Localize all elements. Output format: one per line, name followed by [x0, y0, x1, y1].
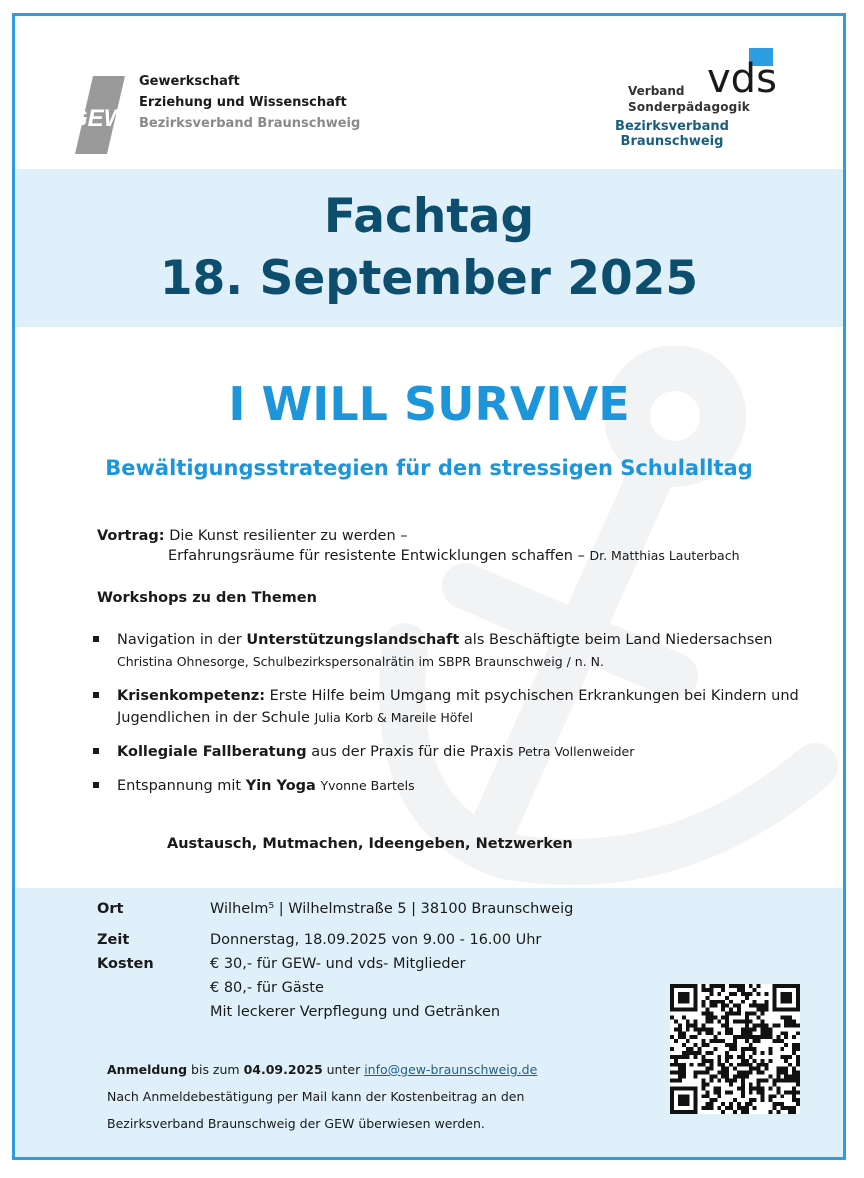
workshop-text: aus der Praxis für die Praxis: [306, 744, 514, 760]
zeit-label: Zeit: [97, 932, 130, 948]
kosten-value-3: Mit leckerer Verpflegung und Getränken: [210, 1004, 501, 1020]
bullet-icon: [93, 748, 99, 754]
vortrag-line-2: Erfahrungsräume für resistente Entwicklungen schaffen –: [168, 548, 585, 564]
zeit-value: Donnerstag, 18.09.2025 von 9.00 - 16.00 Uhr: [210, 932, 542, 948]
anmeldung-line-3: Bezirksverband Braunschweig der GEW überwiesen werden.: [107, 1116, 485, 1131]
list-item: [93, 629, 813, 673]
email-link[interactable]: info@gew-braunschweig.de: [364, 1062, 538, 1077]
anmeldung-label: Anmeldung: [107, 1062, 188, 1077]
tagline: Austausch, Mutmachen, Ideengeben, Netzwerken: [167, 836, 573, 852]
flyer-frame: [12, 13, 846, 1160]
vds-logo-icon: [707, 48, 781, 98]
vds-logo-block: [565, 48, 805, 149]
vds-logo-text: vds: [707, 56, 777, 98]
main-title: I WILL SURVIVE: [228, 377, 630, 431]
title-line-1: Fachtag: [323, 189, 535, 244]
gew-line-1: Gewerkschaft: [139, 74, 240, 89]
gew-header-text: [139, 71, 360, 134]
workshop-bold: Yin Yoga: [245, 778, 316, 794]
anmeldung-date: 04.09.2025: [243, 1062, 323, 1077]
workshop-list: [93, 629, 813, 809]
subtitle: Bewältigungsstrategien für den stressigen Schulalltag: [105, 456, 753, 480]
workshop-speaker: Yvonne Bartels: [320, 778, 415, 793]
vortrag-block: [97, 526, 740, 566]
gew-line-2: Erziehung und Wissenschaft: [139, 95, 347, 110]
workshop-text: Navigation in der: [117, 632, 247, 648]
bullet-icon: [93, 782, 99, 788]
gew-logo-text: GEW: [69, 105, 127, 132]
vds-line-2: Sonderpädagogik: [628, 100, 750, 114]
workshop-text: als Beschäftigte beim Land Niedersachsen: [459, 632, 773, 648]
workshop-text: Entspannung mit: [117, 778, 246, 794]
title-band: [15, 169, 843, 327]
vds-line-1: Verband: [628, 84, 685, 98]
anmeldung-line-2: Nach Anmeldebestätigung per Mail kann der Kostenbeitrag an den: [107, 1089, 525, 1104]
bullet-icon: [93, 636, 99, 642]
qr-code-icon: [670, 984, 800, 1114]
kosten-value-1: € 30,- für GEW- und vds- Mitglieder: [210, 956, 466, 972]
title-date: 18. September 2025: [159, 251, 699, 306]
anmeldung-block: [107, 1056, 537, 1137]
list-item: [93, 741, 813, 763]
vortrag-label: Vortrag:: [97, 528, 165, 544]
anmeldung-text: unter: [322, 1062, 365, 1077]
workshops-heading: Workshops zu den Themen: [97, 590, 317, 606]
list-item: [93, 685, 813, 729]
ort-label: Ort: [97, 901, 124, 917]
gew-logo-icon: [67, 76, 131, 154]
workshop-bold: Kollegiale Fallberatung: [117, 744, 307, 760]
workshop-text: Erste Hilfe beim Umgang mit psychischen Erkrankungen bei Kindern und Jugendlichen in der Schule: [117, 688, 799, 726]
vortrag-speaker: Dr. Matthias Lauterbach: [589, 548, 740, 563]
workshop-speaker: Christina Ohnesorge, Schulbezirkspersonalrätin im SBPR Braunschweig / n. N.: [117, 654, 604, 669]
kosten-value-2: € 80,- für Gäste: [210, 980, 324, 996]
workshop-bold: Unterstützungslandschaft: [246, 632, 460, 648]
vds-line-3: Bezirksverband Braunschweig: [615, 119, 729, 149]
ort-value: Wilhelm⁵ | Wilhelmstraße 5 | 38100 Braunschweig: [210, 901, 574, 917]
list-item: [93, 775, 813, 797]
workshop-bold: Krisenkompetenz:: [117, 688, 266, 704]
bullet-icon: [93, 692, 99, 698]
anmeldung-text: bis zum: [187, 1062, 244, 1077]
workshop-speaker: Petra Vollenweider: [517, 744, 635, 759]
kosten-label: Kosten: [97, 956, 154, 972]
gew-line-3: Bezirksverband Braunschweig: [139, 116, 361, 131]
vortrag-line-1: Die Kunst resilienter zu werden –: [169, 528, 408, 544]
workshop-speaker: Julia Korb & Mareile Höfel: [314, 710, 473, 725]
